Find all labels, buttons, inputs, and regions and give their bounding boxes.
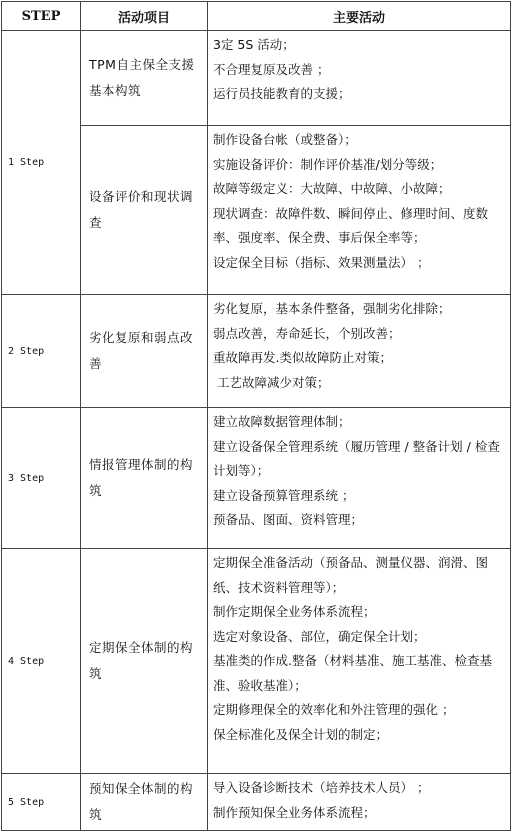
activity-item-name: 预知保全体制的构筑 — [81, 774, 208, 831]
activity-line: 现状调查：故障件数、瞬间停止、修理时间、度数率、强度率、保全费、事后保全率等； — [213, 205, 489, 245]
activity-line: 建立设备保全管理系统（履历管理 / 整备计划 / 检查计划等）； — [213, 438, 500, 478]
activity-item-name: TPM自主保全支援基本构筑 — [81, 31, 208, 126]
activities-cell — [208, 549, 511, 774]
activity-line: 导入设备诊断技术（培养技术人员） ； — [213, 780, 430, 795]
activities-cell — [208, 774, 511, 831]
activity-line: 建立故障数据管理体制； — [213, 414, 351, 429]
activity-line: 保全标准化及保全计划的制定； — [213, 726, 389, 742]
header-activities: 主要活动 — [208, 2, 511, 31]
table-row — [2, 295, 511, 408]
activity-item-name: 劣化复原和弱点改善 — [81, 295, 208, 408]
step-label: 3 Step — [2, 408, 81, 549]
step-label: 4 Step — [2, 549, 81, 774]
activity-line: 工艺故障减少对策； — [213, 374, 330, 390]
activity-line: 制作预知保全业务体系流程； — [213, 804, 376, 820]
activity-line: 重故障再发.类似故障防止对策； — [213, 350, 392, 365]
activity-line: 不合理复原及改善 ； — [213, 61, 330, 77]
activity-line: 基准类的作成.整备（材料基准、施工基准、检查基准、验收基准）； — [213, 653, 492, 693]
header-item: 活动项目 — [81, 2, 208, 31]
activity-line: 选定对象设备、部位，确定保全计划； — [213, 628, 426, 644]
table-row — [2, 549, 511, 774]
activities-cell — [208, 126, 511, 295]
activity-item-name: 情报管理体制的构筑 — [81, 408, 208, 549]
activity-line: 定期保全准备活动（预备品、测量仪器、润滑、图纸、技术资料管理等）； — [213, 555, 489, 595]
activity-line: 制作定期保全业务体系流程； — [213, 604, 376, 619]
activities-cell — [208, 31, 511, 126]
header-row — [2, 2, 511, 31]
header-step: STEP — [2, 2, 81, 31]
activity-line: 制作设备台帐（或整备）； — [213, 132, 357, 147]
activities-cell — [208, 295, 511, 408]
table-row — [2, 774, 511, 831]
activity-item-name: 设备评价和现状调查 — [81, 126, 208, 295]
activity-line: 设定保全目标（指标、效果测量法） ； — [213, 254, 430, 270]
activity-line: 3定 5S 活动； — [213, 37, 295, 52]
step-label: 1 Step — [2, 31, 81, 295]
activities-cell — [208, 408, 511, 549]
activity-line: 实施设备评价：制作评价基准/划分等级； — [213, 156, 443, 172]
activity-item-name: 定期保全体制的构筑 — [81, 549, 208, 774]
activity-line: 弱点改善，寿命延长，个别改善； — [213, 325, 401, 341]
table-row — [2, 408, 511, 549]
activity-line: 运行员技能教育的支援； — [213, 86, 351, 101]
activity-line: 劣化复原，基本条件整备，强制劣化排除； — [213, 301, 451, 316]
activity-line: 建立设备预算管理系统 ； — [213, 487, 355, 503]
table-row — [2, 31, 511, 126]
step-label: 5 Step — [2, 774, 81, 831]
activity-line: 预备品、图面、资料管理； — [213, 512, 364, 527]
activity-line: 故障等级定义：大故障、中故障、小故障； — [213, 181, 451, 196]
tpm-steps-table — [1, 1, 511, 831]
activity-line: 定期修理保全的效率化和外注管理的强化 ； — [213, 702, 455, 717]
step-label: 2 Step — [2, 295, 81, 408]
